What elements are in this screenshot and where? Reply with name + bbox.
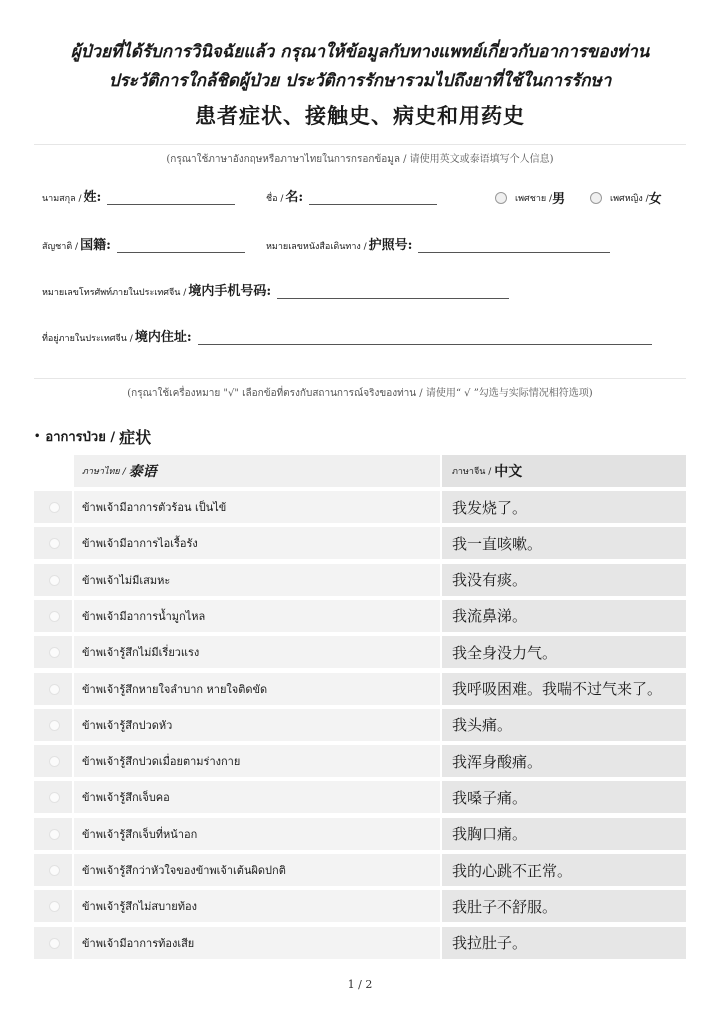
phone-field <box>42 280 509 299</box>
row-checkbox[interactable] <box>49 829 60 840</box>
surname-field <box>42 186 235 205</box>
table-row[interactable] <box>34 673 686 705</box>
row-thai-text: ข้าพเจ้ารู้สึกไม่สบายท้อง <box>74 890 440 922</box>
row-thai-text: ข้าพเจ้ามีอาการน้ำมูกไหล <box>74 600 440 632</box>
row-select-cell[interactable] <box>34 818 72 850</box>
row-chinese-text: 我一直咳嗽。 <box>442 527 686 559</box>
given-name-label-th: ชื่อ / <box>266 194 284 204</box>
row-select-cell[interactable] <box>34 927 72 959</box>
bullet-icon: • <box>34 431 41 442</box>
address-label-cn: 境内住址: <box>134 330 192 345</box>
table-row[interactable] <box>34 818 686 850</box>
row-chinese-text: 我浑身酸痛。 <box>442 745 686 777</box>
table-row[interactable] <box>34 781 686 813</box>
row-chinese-text: 我流鼻涕。 <box>442 600 686 632</box>
passport-input[interactable] <box>418 238 610 253</box>
column-header-chinese-cn: 中文 <box>494 464 523 480</box>
page-title: 患者症状、接触史、病史和用药史 <box>195 103 525 128</box>
symptoms-heading-cn: 症状 <box>119 428 152 447</box>
row-select-cell[interactable] <box>34 600 72 632</box>
phone-input[interactable] <box>277 284 509 299</box>
table-row[interactable] <box>34 527 686 559</box>
table-row[interactable] <box>34 890 686 922</box>
row-chinese-text: 我发烧了。 <box>442 491 686 523</box>
page-indicator: 1 / 2 <box>347 978 373 991</box>
female-radio[interactable] <box>590 192 602 204</box>
nationality-input[interactable] <box>117 238 245 253</box>
row-chinese-text: 我胸口痛。 <box>442 818 686 850</box>
given-name-input[interactable] <box>309 190 437 205</box>
address-field <box>42 326 652 345</box>
title-thai-line1: ผู้ป่วยที่ได้รับการวินิจฉัยแล้ว กรุณาให้ข้อมูลกับทางแพทย์เกี่ยวกับอาการของท่าน <box>70 42 650 62</box>
row-checkbox[interactable] <box>49 865 60 876</box>
column-header-thai-cn: 泰语 <box>128 464 157 480</box>
divider <box>34 378 686 379</box>
row-select-cell[interactable] <box>34 890 72 922</box>
table-row[interactable] <box>34 491 686 523</box>
row-checkbox[interactable] <box>49 684 60 695</box>
table-row[interactable] <box>34 854 686 886</box>
male-radio[interactable] <box>495 192 507 204</box>
row-thai-text: ข้าพเจ้ารู้สึกว่าหัวใจของข้าพเจ้าเต้นผิดปกติ <box>74 854 440 886</box>
title-thai-line2: ประวัติการใกล้ชิดผู้ป่วย ประวัติการรักษารวมไปถึงยาที่ใช้ในการรักษา <box>108 71 612 91</box>
row-select-cell[interactable] <box>34 527 72 559</box>
table-row[interactable] <box>34 564 686 596</box>
row-checkbox[interactable] <box>49 538 60 549</box>
row-select-cell[interactable] <box>34 673 72 705</box>
phone-label-th: หมายเลขโทรศัพท์ภายในประเทศจีน / <box>42 288 187 298</box>
row-checkbox[interactable] <box>49 792 60 803</box>
row-checkbox[interactable] <box>49 720 60 731</box>
row-select-cell[interactable] <box>34 564 72 596</box>
passport-label-th: หมายเลขหนังสือเดินทาง / <box>266 242 367 252</box>
column-header-chinese <box>442 455 686 487</box>
address-label-th: ที่อยู่ภายในประเทศจีน / <box>42 334 133 344</box>
female-label-th: เพศหญิง / <box>610 193 649 204</box>
column-header-chinese-th: ภาษาจีน / <box>452 467 492 477</box>
table-row[interactable] <box>34 745 686 777</box>
row-thai-text: ข้าพเจ้ารู้สึกปวดหัว <box>74 709 440 741</box>
given-name-field <box>266 186 437 205</box>
row-chinese-text: 我嗓子痛。 <box>442 781 686 813</box>
male-option[interactable] <box>495 188 565 207</box>
row-thai-text: ข้าพเจ้ารู้สึกเจ็บที่หน้าอก <box>74 818 440 850</box>
row-chinese-text: 我肚子不舒服。 <box>442 890 686 922</box>
row-thai-text: ข้าพเจ้ารู้สึกปวดเมื่อยตามร่างกาย <box>74 745 440 777</box>
row-thai-text: ข้าพเจ้ามีอาการตัวร้อน เป็นไข้ <box>74 491 440 523</box>
nationality-label-th: สัญชาติ / <box>42 242 79 252</box>
row-chinese-text: 我拉肚子。 <box>442 927 686 959</box>
symptoms-heading-th: อาการป่วย / <box>45 430 116 445</box>
row-chinese-text: 我头痛。 <box>442 709 686 741</box>
row-select-cell[interactable] <box>34 709 72 741</box>
row-thai-text: ข้าพเจ้ารู้สึกเจ็บคอ <box>74 781 440 813</box>
row-select-cell[interactable] <box>34 854 72 886</box>
row-thai-text: ข้าพเจ้ารู้สึกหายใจลำบาก หายใจติดขัด <box>74 673 440 705</box>
row-checkbox[interactable] <box>49 575 60 586</box>
table-header <box>34 455 686 487</box>
row-chinese-text: 我的心跳不正常。 <box>442 854 686 886</box>
female-label-cn: 女 <box>648 192 662 207</box>
nationality-label-cn: 国籍: <box>80 238 111 253</box>
table-row[interactable] <box>34 709 686 741</box>
row-chinese-text: 我没有痰。 <box>442 564 686 596</box>
row-thai-text: ข้าพเจ้าไม่มีเสมหะ <box>74 564 440 596</box>
phone-label-cn: 境内手机号码: <box>188 284 272 299</box>
table-row[interactable] <box>34 927 686 959</box>
row-select-cell[interactable] <box>34 745 72 777</box>
row-checkbox[interactable] <box>49 901 60 912</box>
table-row[interactable] <box>34 636 686 668</box>
row-checkbox[interactable] <box>49 611 60 622</box>
table-row[interactable] <box>34 600 686 632</box>
surname-label-th: นามสกุล / <box>42 194 82 204</box>
column-header-thai <box>74 455 440 487</box>
symptoms-heading <box>34 425 151 448</box>
surname-input[interactable] <box>107 190 235 205</box>
row-thai-text: ข้าพเจ้ามีอาการท้องเสีย <box>74 927 440 959</box>
divider <box>34 144 686 145</box>
address-input[interactable] <box>198 330 652 345</box>
surname-label-cn: 姓: <box>83 190 102 205</box>
nationality-field <box>42 234 245 253</box>
row-checkbox[interactable] <box>49 756 60 767</box>
male-label-cn: 男 <box>552 192 566 207</box>
passport-field <box>266 234 610 253</box>
row-select-cell[interactable] <box>34 636 72 668</box>
row-checkbox[interactable] <box>49 647 60 658</box>
given-name-label-cn: 名: <box>285 190 304 205</box>
passport-label-cn: 护照号: <box>368 238 413 253</box>
row-thai-text: ข้าพเจ้ารู้สึกไม่มีเรี่ยวแรง <box>74 636 440 668</box>
column-header-thai-th: ภาษาไทย / <box>82 467 126 477</box>
row-select-cell[interactable] <box>34 491 72 523</box>
female-option[interactable] <box>590 188 662 207</box>
row-chinese-text: 我全身没力气。 <box>442 636 686 668</box>
row-checkbox[interactable] <box>49 938 60 949</box>
row-chinese-text: 我呼吸困难。我喘不过气来了。 <box>442 673 686 705</box>
row-thai-text: ข้าพเจ้ามีอาการไอเรื้อรัง <box>74 527 440 559</box>
checkmark-note: (กรุณาใช้เครื่องหมาย "√" เลือกข้อที่ตรงกับสถานการณ์จริงของท่าน / 请使用“ √ ”勾选与实际情况相符选项) <box>127 388 593 399</box>
male-label-th: เพศชาย / <box>515 193 553 204</box>
language-note: (กรุณาใช้ภาษาอังกฤษหรือภาษาไทยในการกรอกข้อมูล / 请使用英文或泰语填写个人信息) <box>166 154 554 165</box>
row-checkbox[interactable] <box>49 502 60 513</box>
row-select-cell[interactable] <box>34 781 72 813</box>
